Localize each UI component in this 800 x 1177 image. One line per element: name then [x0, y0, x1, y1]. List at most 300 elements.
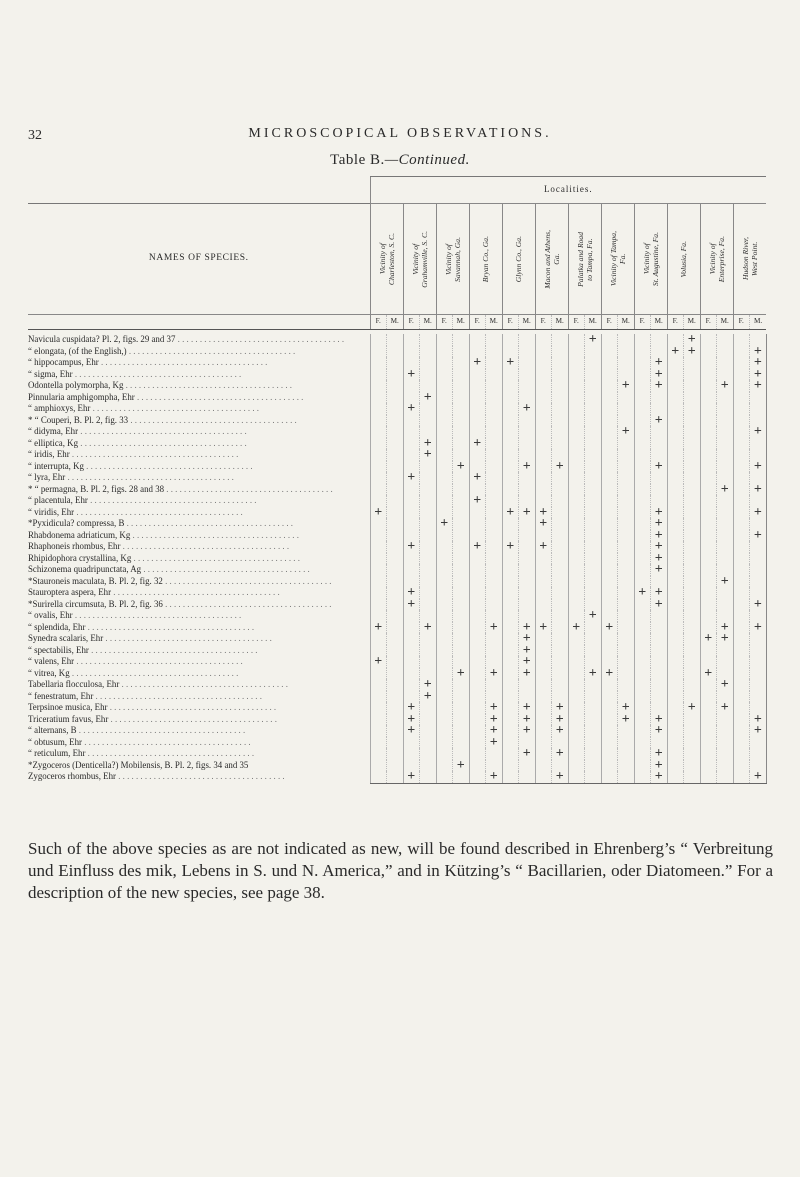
empty-cell — [750, 633, 767, 645]
empty-cell — [568, 633, 585, 645]
empty-cell — [370, 668, 387, 680]
empty-cell — [519, 771, 536, 783]
empty-cell — [667, 461, 684, 473]
presence-mark: + — [634, 587, 651, 599]
empty-cell — [387, 403, 404, 415]
empty-cell — [568, 518, 585, 530]
presence-mark: + — [519, 702, 536, 714]
empty-cell — [684, 633, 701, 645]
empty-cell — [436, 714, 453, 726]
empty-cell — [634, 357, 651, 369]
species-name: Stauroptera aspera, Ehr . . . — [28, 587, 370, 599]
empty-cell — [733, 541, 750, 553]
empty-cell — [750, 438, 767, 450]
empty-cell — [667, 702, 684, 714]
table-row — [28, 564, 766, 576]
empty-cell — [750, 656, 767, 668]
empty-cell — [700, 541, 717, 553]
empty-cell — [733, 334, 750, 346]
empty-cell — [700, 484, 717, 496]
empty-cell — [634, 346, 651, 358]
presence-mark: + — [486, 702, 503, 714]
empty-cell — [634, 369, 651, 381]
empty-cell — [700, 610, 717, 622]
empty-cell — [453, 645, 470, 657]
empty-cell — [420, 587, 437, 599]
empty-cell — [453, 691, 470, 703]
empty-cell — [387, 656, 404, 668]
empty-cell — [370, 472, 387, 484]
empty-cell — [700, 392, 717, 404]
table-row — [28, 438, 766, 450]
empty-cell — [700, 438, 717, 450]
sex-m-label: M. — [453, 315, 470, 330]
presence-mark: + — [469, 495, 486, 507]
empty-cell — [667, 679, 684, 691]
empty-cell — [667, 369, 684, 381]
empty-cell — [585, 392, 602, 404]
empty-cell — [486, 576, 503, 588]
empty-cell — [453, 518, 470, 530]
empty-cell — [601, 438, 618, 450]
presence-mark: + — [717, 633, 734, 645]
empty-cell — [667, 553, 684, 565]
empty-cell — [684, 484, 701, 496]
empty-cell — [370, 714, 387, 726]
empty-cell — [387, 679, 404, 691]
empty-cell — [453, 380, 470, 392]
empty-cell — [387, 415, 404, 427]
empty-cell — [502, 771, 519, 783]
sex-f-label: F. — [469, 315, 486, 330]
empty-cell — [502, 645, 519, 657]
empty-cell — [469, 587, 486, 599]
empty-cell — [667, 564, 684, 576]
species-name: “ spectabilis, Ehr . . . — [28, 645, 370, 657]
empty-cell — [634, 702, 651, 714]
empty-cell — [469, 392, 486, 404]
empty-cell — [453, 599, 470, 611]
empty-cell — [733, 760, 750, 772]
locality-label: Hudson River, West Point. — [740, 237, 759, 281]
empty-cell — [535, 725, 552, 737]
table-title — [0, 152, 800, 169]
empty-cell — [750, 691, 767, 703]
empty-cell — [519, 760, 536, 772]
empty-cell — [568, 645, 585, 657]
empty-cell — [717, 587, 734, 599]
empty-cell — [453, 403, 470, 415]
presence-mark: + — [403, 714, 420, 726]
empty-cell — [486, 507, 503, 519]
empty-cell — [436, 449, 453, 461]
empty-cell — [667, 415, 684, 427]
locality-label: Glynn Co., Ga. — [514, 235, 523, 283]
empty-cell — [403, 495, 420, 507]
presence-mark: + — [750, 599, 767, 611]
empty-cell — [387, 610, 404, 622]
empty-cell — [684, 656, 701, 668]
presence-mark: + — [651, 771, 668, 783]
empty-cell — [601, 530, 618, 542]
empty-cell — [535, 633, 552, 645]
empty-cell — [684, 541, 701, 553]
empty-cell — [502, 656, 519, 668]
empty-cell — [634, 633, 651, 645]
species-name: Rhaphoneis rhombus, Ehr . . . — [28, 541, 370, 553]
empty-cell — [700, 369, 717, 381]
empty-cell — [420, 564, 437, 576]
empty-cell — [535, 449, 552, 461]
sex-f-label: F. — [502, 315, 519, 330]
table-row — [28, 771, 766, 783]
empty-cell — [486, 587, 503, 599]
running-head: MICROSCOPICAL OBSERVATIONS. — [248, 126, 552, 141]
empty-cell — [519, 380, 536, 392]
empty-cell — [568, 771, 585, 783]
empty-cell — [403, 645, 420, 657]
empty-cell — [717, 530, 734, 542]
empty-cell — [403, 438, 420, 450]
empty-cell — [403, 518, 420, 530]
sex-f-label: F. — [700, 315, 717, 330]
empty-cell — [618, 518, 635, 530]
sex-f-label: F. — [535, 315, 552, 330]
table-row — [28, 461, 766, 473]
empty-cell — [535, 702, 552, 714]
species-name: Synedra scalaris, Ehr . . . — [28, 633, 370, 645]
presence-mark: + — [750, 461, 767, 473]
presence-mark: + — [403, 599, 420, 611]
empty-cell — [733, 633, 750, 645]
presence-mark: + — [370, 622, 387, 634]
empty-cell — [387, 426, 404, 438]
empty-cell — [568, 507, 585, 519]
empty-cell — [700, 346, 717, 358]
empty-cell — [733, 771, 750, 783]
empty-cell — [370, 691, 387, 703]
empty-cell — [387, 633, 404, 645]
empty-cell — [634, 737, 651, 749]
empty-cell — [469, 737, 486, 749]
sex-m-label: M. — [519, 315, 536, 330]
empty-cell — [453, 553, 470, 565]
empty-cell — [552, 438, 569, 450]
presence-mark: + — [486, 714, 503, 726]
empty-cell — [420, 633, 437, 645]
empty-cell — [436, 771, 453, 783]
empty-cell — [568, 357, 585, 369]
empty-cell — [370, 725, 387, 737]
species-name: “ elliptica, Kg . . . — [28, 438, 370, 450]
empty-cell — [370, 415, 387, 427]
empty-cell — [634, 541, 651, 553]
presence-mark: + — [651, 415, 668, 427]
presence-mark: + — [585, 668, 602, 680]
empty-cell — [420, 369, 437, 381]
empty-cell — [535, 771, 552, 783]
presence-mark: + — [453, 668, 470, 680]
empty-cell — [370, 541, 387, 553]
presence-mark: + — [750, 507, 767, 519]
empty-cell — [568, 369, 585, 381]
empty-cell — [436, 346, 453, 358]
empty-cell — [585, 645, 602, 657]
empty-cell — [684, 748, 701, 760]
presence-mark: + — [651, 461, 668, 473]
empty-cell — [601, 461, 618, 473]
empty-cell — [370, 461, 387, 473]
empty-cell — [436, 426, 453, 438]
empty-cell — [585, 679, 602, 691]
empty-cell — [568, 541, 585, 553]
empty-cell — [750, 645, 767, 657]
empty-cell — [568, 484, 585, 496]
presence-mark: + — [750, 380, 767, 392]
empty-cell — [684, 564, 701, 576]
empty-cell — [436, 484, 453, 496]
empty-cell — [436, 725, 453, 737]
empty-cell — [403, 507, 420, 519]
empty-cell — [733, 403, 750, 415]
empty-cell — [403, 553, 420, 565]
empty-cell — [684, 530, 701, 542]
empty-cell — [684, 403, 701, 415]
locality-label: Macon and Athens, Ga. — [542, 229, 561, 289]
empty-cell — [552, 518, 569, 530]
empty-cell — [403, 564, 420, 576]
empty-cell — [387, 484, 404, 496]
presence-mark: + — [519, 748, 536, 760]
empty-cell — [502, 599, 519, 611]
empty-cell — [700, 587, 717, 599]
empty-cell — [717, 415, 734, 427]
empty-cell — [453, 530, 470, 542]
empty-cell — [535, 484, 552, 496]
empty-cell — [519, 518, 536, 530]
empty-cell — [453, 507, 470, 519]
empty-cell — [370, 392, 387, 404]
empty-cell — [436, 438, 453, 450]
empty-cell — [667, 426, 684, 438]
empty-cell — [370, 771, 387, 783]
presence-mark: + — [469, 438, 486, 450]
empty-cell — [568, 748, 585, 760]
empty-cell — [453, 725, 470, 737]
empty-cell — [733, 702, 750, 714]
table-continued: —Continued. — [384, 152, 470, 168]
empty-cell — [535, 714, 552, 726]
empty-cell — [601, 541, 618, 553]
empty-cell — [601, 507, 618, 519]
empty-cell — [469, 518, 486, 530]
empty-cell — [750, 737, 767, 749]
empty-cell — [700, 380, 717, 392]
empty-cell — [618, 392, 635, 404]
species-name: *Surirella circumsuta, B. Pl. 2, fig. 36 . . . — [28, 599, 370, 611]
sex-f-label: F. — [601, 315, 618, 330]
empty-cell — [469, 679, 486, 691]
empty-cell — [601, 403, 618, 415]
species-name: Tabellaria flocculosa, Ehr . . . — [28, 679, 370, 691]
empty-cell — [585, 771, 602, 783]
empty-cell — [585, 553, 602, 565]
empty-cell — [420, 737, 437, 749]
empty-cell — [502, 449, 519, 461]
presence-mark: + — [535, 518, 552, 530]
empty-cell — [502, 334, 519, 346]
empty-cell — [486, 369, 503, 381]
empty-cell — [387, 760, 404, 772]
empty-cell — [403, 610, 420, 622]
empty-cell — [370, 679, 387, 691]
empty-cell — [750, 668, 767, 680]
empty-cell — [436, 576, 453, 588]
empty-cell — [717, 507, 734, 519]
empty-cell — [552, 392, 569, 404]
empty-cell — [370, 403, 387, 415]
empty-cell — [585, 587, 602, 599]
empty-cell — [552, 426, 569, 438]
empty-cell — [469, 668, 486, 680]
empty-cell — [453, 346, 470, 358]
presence-mark: + — [717, 622, 734, 634]
empty-cell — [502, 679, 519, 691]
table-label: Table B. — [330, 152, 385, 168]
presence-mark: + — [486, 771, 503, 783]
empty-cell — [667, 518, 684, 530]
empty-cell — [667, 507, 684, 519]
table-row — [28, 610, 766, 622]
locality-header — [535, 204, 568, 315]
empty-cell — [568, 599, 585, 611]
empty-cell — [486, 461, 503, 473]
empty-cell — [453, 438, 470, 450]
empty-cell — [552, 576, 569, 588]
species-name: “ placentula, Ehr . . . — [28, 495, 370, 507]
empty-cell — [568, 334, 585, 346]
empty-cell — [585, 369, 602, 381]
presence-mark: + — [651, 369, 668, 381]
empty-cell — [651, 392, 668, 404]
presence-mark: + — [519, 461, 536, 473]
empty-cell — [684, 518, 701, 530]
empty-cell — [535, 553, 552, 565]
presence-mark: + — [453, 461, 470, 473]
empty-cell — [618, 507, 635, 519]
empty-cell — [387, 714, 404, 726]
empty-cell — [684, 507, 701, 519]
empty-cell — [651, 656, 668, 668]
empty-cell — [733, 748, 750, 760]
footnote-paragraph: Such of the above species as are not indicated as new, will be found described in Ehrenberg’s “ Verbreitung und Einfluss des mik, Lebens in S. und N. America,” and in Kützing’s “ Bacillarien, oder Diatomeen.” For a description of the new species, see page 38. — [28, 839, 773, 902]
empty-cell — [601, 587, 618, 599]
empty-cell — [700, 357, 717, 369]
empty-cell — [519, 587, 536, 599]
empty-cell — [618, 461, 635, 473]
empty-cell — [502, 725, 519, 737]
empty-cell — [700, 725, 717, 737]
empty-cell — [502, 714, 519, 726]
empty-cell — [700, 403, 717, 415]
empty-cell — [486, 415, 503, 427]
empty-cell — [436, 656, 453, 668]
empty-cell — [519, 426, 536, 438]
presence-mark: + — [750, 725, 767, 737]
presence-mark: + — [601, 668, 618, 680]
empty-cell — [651, 622, 668, 634]
empty-cell — [370, 576, 387, 588]
empty-cell — [535, 691, 552, 703]
empty-cell — [519, 472, 536, 484]
empty-cell — [420, 714, 437, 726]
empty-cell — [552, 484, 569, 496]
empty-cell — [502, 668, 519, 680]
empty-cell — [420, 599, 437, 611]
empty-cell — [469, 622, 486, 634]
locality-label: Bryan Co., Ga. — [481, 235, 490, 283]
empty-cell — [667, 656, 684, 668]
empty-cell — [387, 587, 404, 599]
empty-cell — [519, 541, 536, 553]
empty-cell — [568, 461, 585, 473]
empty-cell — [519, 334, 536, 346]
locality-label: Vicinity of Charleston, S. C. — [377, 232, 396, 286]
empty-cell — [370, 380, 387, 392]
empty-cell — [618, 553, 635, 565]
empty-cell — [717, 599, 734, 611]
empty-cell — [370, 564, 387, 576]
empty-cell — [585, 346, 602, 358]
empty-cell — [502, 748, 519, 760]
empty-cell — [420, 518, 437, 530]
presence-mark: + — [403, 541, 420, 553]
locality-label: Volusia, Fa. — [679, 240, 688, 278]
empty-cell — [502, 426, 519, 438]
empty-cell — [403, 748, 420, 760]
empty-cell — [502, 587, 519, 599]
empty-cell — [519, 346, 536, 358]
empty-cell — [436, 392, 453, 404]
presence-mark: + — [585, 334, 602, 346]
species-name: “ splendida, Ehr . . . — [28, 622, 370, 634]
sex-f-label: F. — [403, 315, 420, 330]
empty-cell — [502, 576, 519, 588]
table-row — [28, 656, 766, 668]
empty-cell — [486, 564, 503, 576]
empty-cell — [717, 392, 734, 404]
empty-cell — [469, 564, 486, 576]
empty-cell — [601, 599, 618, 611]
empty-cell — [568, 403, 585, 415]
table-row — [28, 599, 766, 611]
empty-cell — [568, 725, 585, 737]
species-name: “ sigma, Ehr . . . — [28, 369, 370, 381]
empty-cell — [387, 541, 404, 553]
empty-cell — [535, 737, 552, 749]
empty-cell — [667, 691, 684, 703]
empty-cell — [667, 403, 684, 415]
presence-mark: + — [552, 725, 569, 737]
empty-cell — [568, 530, 585, 542]
empty-cell — [733, 495, 750, 507]
empty-cell — [502, 415, 519, 427]
empty-cell — [387, 392, 404, 404]
empty-cell — [552, 553, 569, 565]
empty-cell — [717, 748, 734, 760]
empty-cell — [436, 760, 453, 772]
empty-cell — [651, 484, 668, 496]
